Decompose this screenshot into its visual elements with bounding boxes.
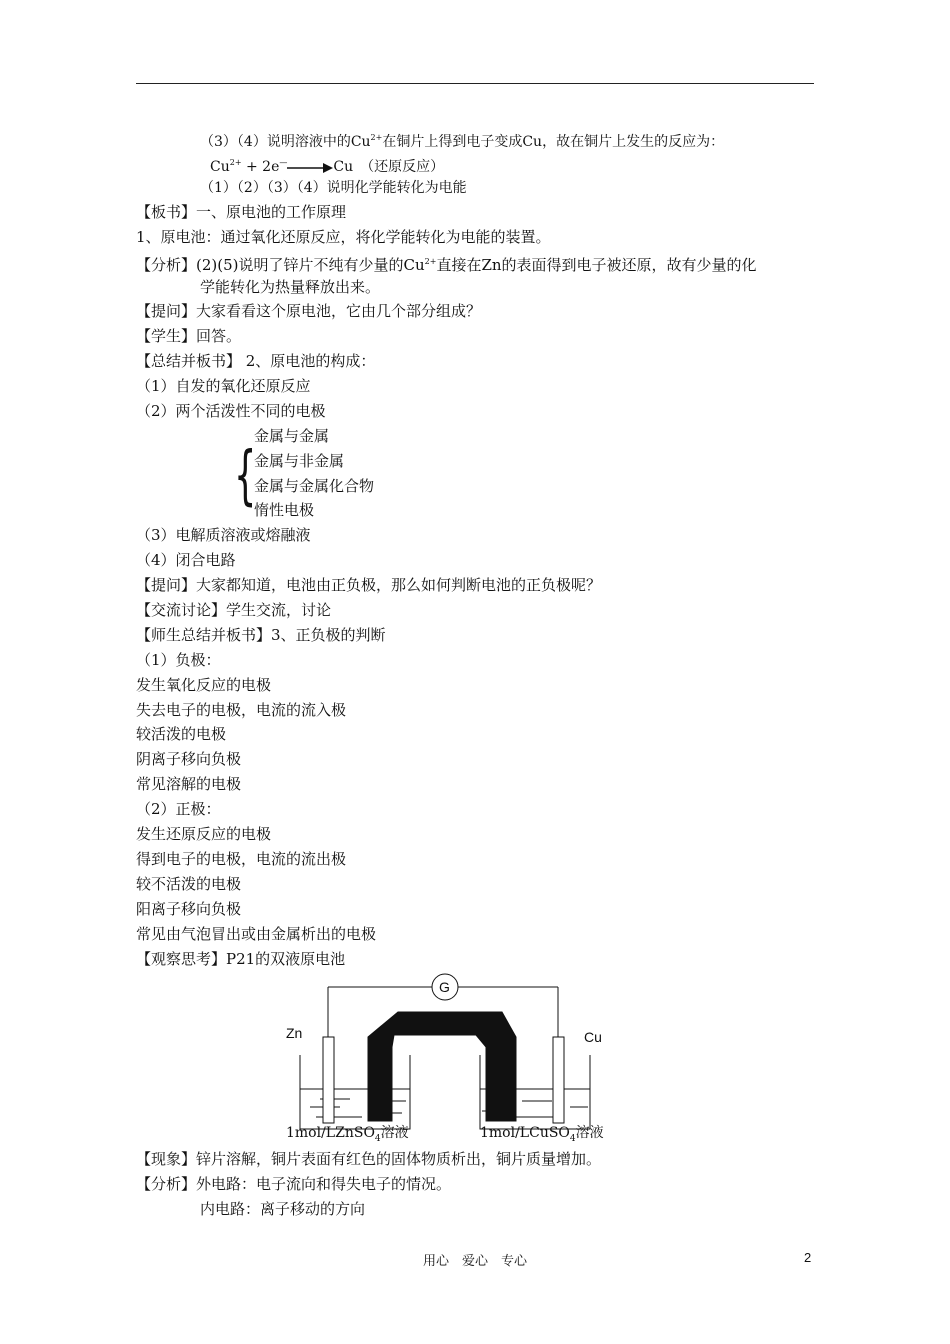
text-line: 【现象】锌片溶解，铜片表面有红色的固体物质析出，铜片质量增加。 <box>136 1150 602 1168</box>
text-segment: （3）（4）说明溶液中的Cu <box>200 134 371 150</box>
text-line: 1、原电池：通过氧化还原反应，将化学能转化为电能的装置。 <box>136 228 551 246</box>
text-segment: 【分析】(2)(5)说明了锌片不纯有少量的Cu <box>136 256 425 274</box>
text-segment: 溶液 <box>575 1125 604 1141</box>
text-segment: Cu <box>210 159 230 175</box>
text-segment: 1mol/LCuSO <box>480 1125 570 1141</box>
galvanic-cell-diagram <box>270 965 630 1154</box>
text-line: （2）正极： <box>136 800 221 818</box>
curly-brace-icon: { <box>234 439 257 513</box>
text-line: 发生氧化反应的电极 <box>136 676 272 694</box>
text-line: （1）负极： <box>136 651 221 669</box>
text-line: 较不活泼的电极 <box>136 875 242 893</box>
text-line <box>136 252 757 275</box>
brace-item: 惰性电极 <box>254 501 315 519</box>
reaction-equation <box>210 153 444 177</box>
text-line: 学能转化为热量释放出来。 <box>200 278 381 296</box>
text-line: 较活泼的电极 <box>136 725 227 743</box>
page-footer: 用心 爱心 专心 <box>422 1254 527 1269</box>
superscript: — <box>279 158 288 167</box>
text-segment: Cu （还原反应） <box>333 159 445 175</box>
text-line: 得到电子的电极，电流的流出极 <box>136 850 347 868</box>
text-segment: 在铜片上得到电子变成Cu，故在铜片上发生的反应为： <box>382 134 725 150</box>
text-line: 【观察思考】P21的双液原电池 <box>136 950 346 968</box>
text-line: 【交流讨论】学生交流，讨论 <box>136 601 332 619</box>
text-line: （1）（2）（3）（4）说明化学能转化为电能 <box>200 180 467 196</box>
text-line: （1）自发的氧化还原反应 <box>136 377 311 395</box>
reaction-arrow-icon <box>287 153 333 173</box>
superscript: 2+ <box>424 257 437 266</box>
text-line: 【提问】大家都知道，电池由正负极，那么如何判断电池的正负极呢？ <box>136 576 602 594</box>
text-segment: + 2e <box>241 159 280 175</box>
text-line: （4）闭合电路 <box>136 551 236 569</box>
text-segment: 1mol/LZnSO <box>286 1125 375 1141</box>
text-line: 【板书】一、原电池的工作原理 <box>136 203 347 221</box>
text-line: 常见由气泡冒出或由金属析出的电极 <box>136 925 377 943</box>
text-line: 【分析】外电路：电子流向和得失电子的情况。 <box>136 1175 452 1193</box>
text-line: 失去电子的电极，电流的流入极 <box>136 701 347 719</box>
brace-item: 金属与金属 <box>254 427 330 445</box>
text-line: 内电路：离子移动的方向 <box>200 1200 366 1218</box>
text-segment: 直接在Zn的表面得到电子被还原，故有少量的化 <box>436 256 757 274</box>
text-line: （2）两个活泼性不同的电极 <box>136 402 326 420</box>
superscript: 2+ <box>229 158 242 167</box>
brace-item: 金属与金属化合物 <box>254 477 375 495</box>
zinc-electrode-label: Zn <box>286 1025 303 1041</box>
text-line: 【提问】大家看看这个原电池，它由几个部分组成？ <box>136 302 482 320</box>
right-solution-label: 1mol/LCuSO$_4$溶液 <box>480 1125 604 1144</box>
text-line <box>200 128 724 152</box>
galvanometer-label: G <box>439 979 450 995</box>
text-line: 【学生】回答。 <box>136 327 242 345</box>
header-rule <box>136 83 814 84</box>
text-line: （3）电解质溶液或熔融液 <box>136 526 311 544</box>
page-number: 2 <box>804 1250 812 1265</box>
text-line: 【总结并板书】 2、原电池的构成： <box>136 352 376 370</box>
text-line: 阳离子移向负极 <box>136 900 242 918</box>
copper-electrode-label: Cu <box>584 1029 602 1045</box>
text-line: 【师生总结并板书】3、正负极的判断 <box>136 626 386 644</box>
superscript: 2+ <box>370 133 383 142</box>
text-line: 发生还原反应的电极 <box>136 825 272 843</box>
text-line: 阴离子移向负极 <box>136 750 242 768</box>
brace-item: 金属与非金属 <box>254 452 345 470</box>
left-solution-label: 1mol/LZnSO$_4$溶液 <box>286 1125 409 1144</box>
text-line: 常见溶解的电极 <box>136 775 242 793</box>
text-segment: 溶液 <box>380 1125 409 1141</box>
